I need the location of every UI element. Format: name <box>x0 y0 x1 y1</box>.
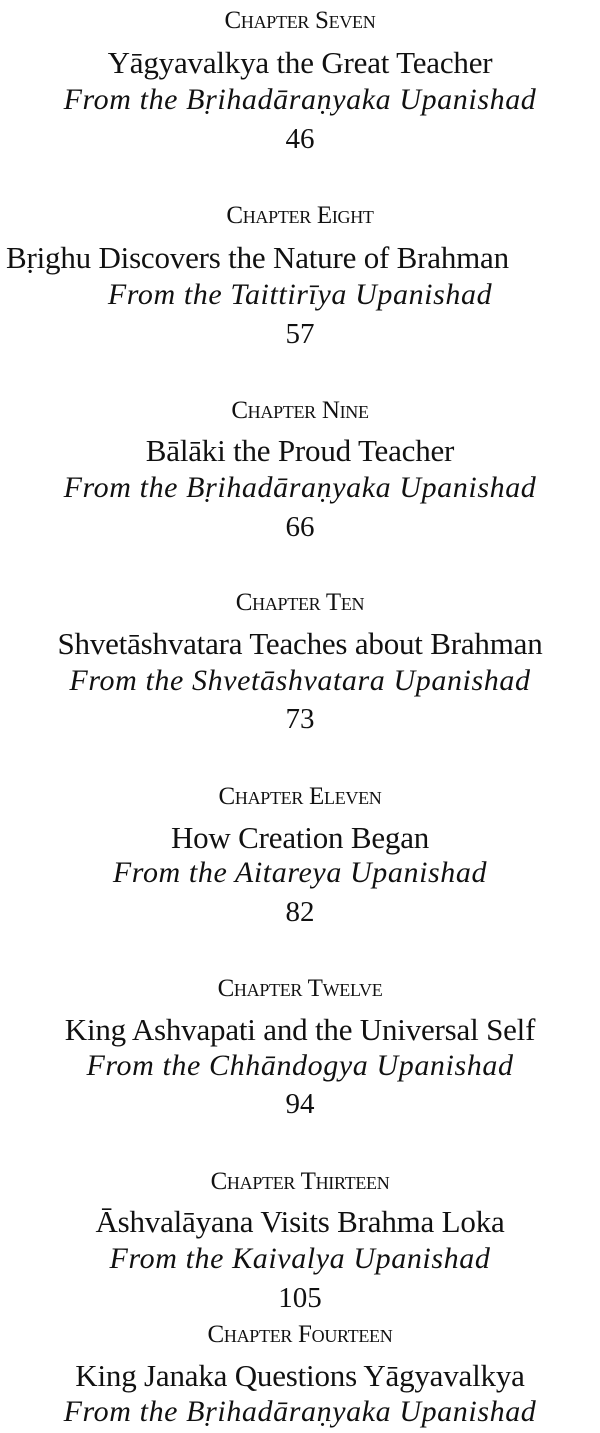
chapter-title: Shvetāshvatara Teaches about Brahman <box>57 626 543 661</box>
chapter-heading: Chapter Seven <box>224 7 376 34</box>
chapter-page-number: 94 <box>285 1088 315 1120</box>
chapter-page-number: 73 <box>285 703 315 735</box>
chapter-heading: Chapter Fourteen <box>207 1321 393 1348</box>
chapter-heading: Chapter Nine <box>231 397 369 424</box>
chapter-source: From the Aitareya Upanishad <box>112 856 488 889</box>
chapter-heading: Chapter Twelve <box>217 975 383 1002</box>
chapter-source: From the Bṛihadāraṇyaka Upanishad <box>63 1395 537 1428</box>
chapter-source: From the Chhāndogya Upanishad <box>86 1049 514 1082</box>
chapter-page-number: 66 <box>285 511 315 543</box>
chapter-source: From the Taittirīya Upanishad <box>107 278 493 311</box>
chapter-source: From the Kaivalya Upanishad <box>109 1242 491 1275</box>
chapter-title: Bṛighu Discovers the Nature of Brahman <box>6 240 509 275</box>
chapter-title: King Janaka Questions Yāgyavalkya <box>75 1358 525 1393</box>
chapter-title: Bālāki the Proud Teacher <box>145 433 455 468</box>
chapter-title: Āshvalāyana Visits Brahma Loka <box>95 1204 505 1239</box>
chapter-heading: Chapter Thirteen <box>210 1168 390 1195</box>
chapter-source: From the Bṛihadāraṇyaka Upanishad <box>63 83 537 116</box>
chapter-heading: Chapter Ten <box>235 589 365 616</box>
chapter-page-number: 57 <box>285 318 315 350</box>
chapter-title: How Creation Began <box>170 820 430 855</box>
chapter-title: Yāgyavalkya the Great Teacher <box>107 45 493 80</box>
chapter-page-number: 46 <box>285 123 315 155</box>
chapter-heading: Chapter Eight <box>226 202 374 229</box>
chapter-title: King Ashvapati and the Universal Self <box>64 1012 536 1047</box>
chapter-heading: Chapter Eleven <box>218 783 382 810</box>
chapter-page-number: 82 <box>285 896 315 928</box>
chapter-source: From the Shvetāshvatara Upanishad <box>69 664 531 697</box>
chapter-source: From the Bṛihadāraṇyaka Upanishad <box>63 471 537 504</box>
chapter-page-number: 105 <box>278 1282 322 1314</box>
